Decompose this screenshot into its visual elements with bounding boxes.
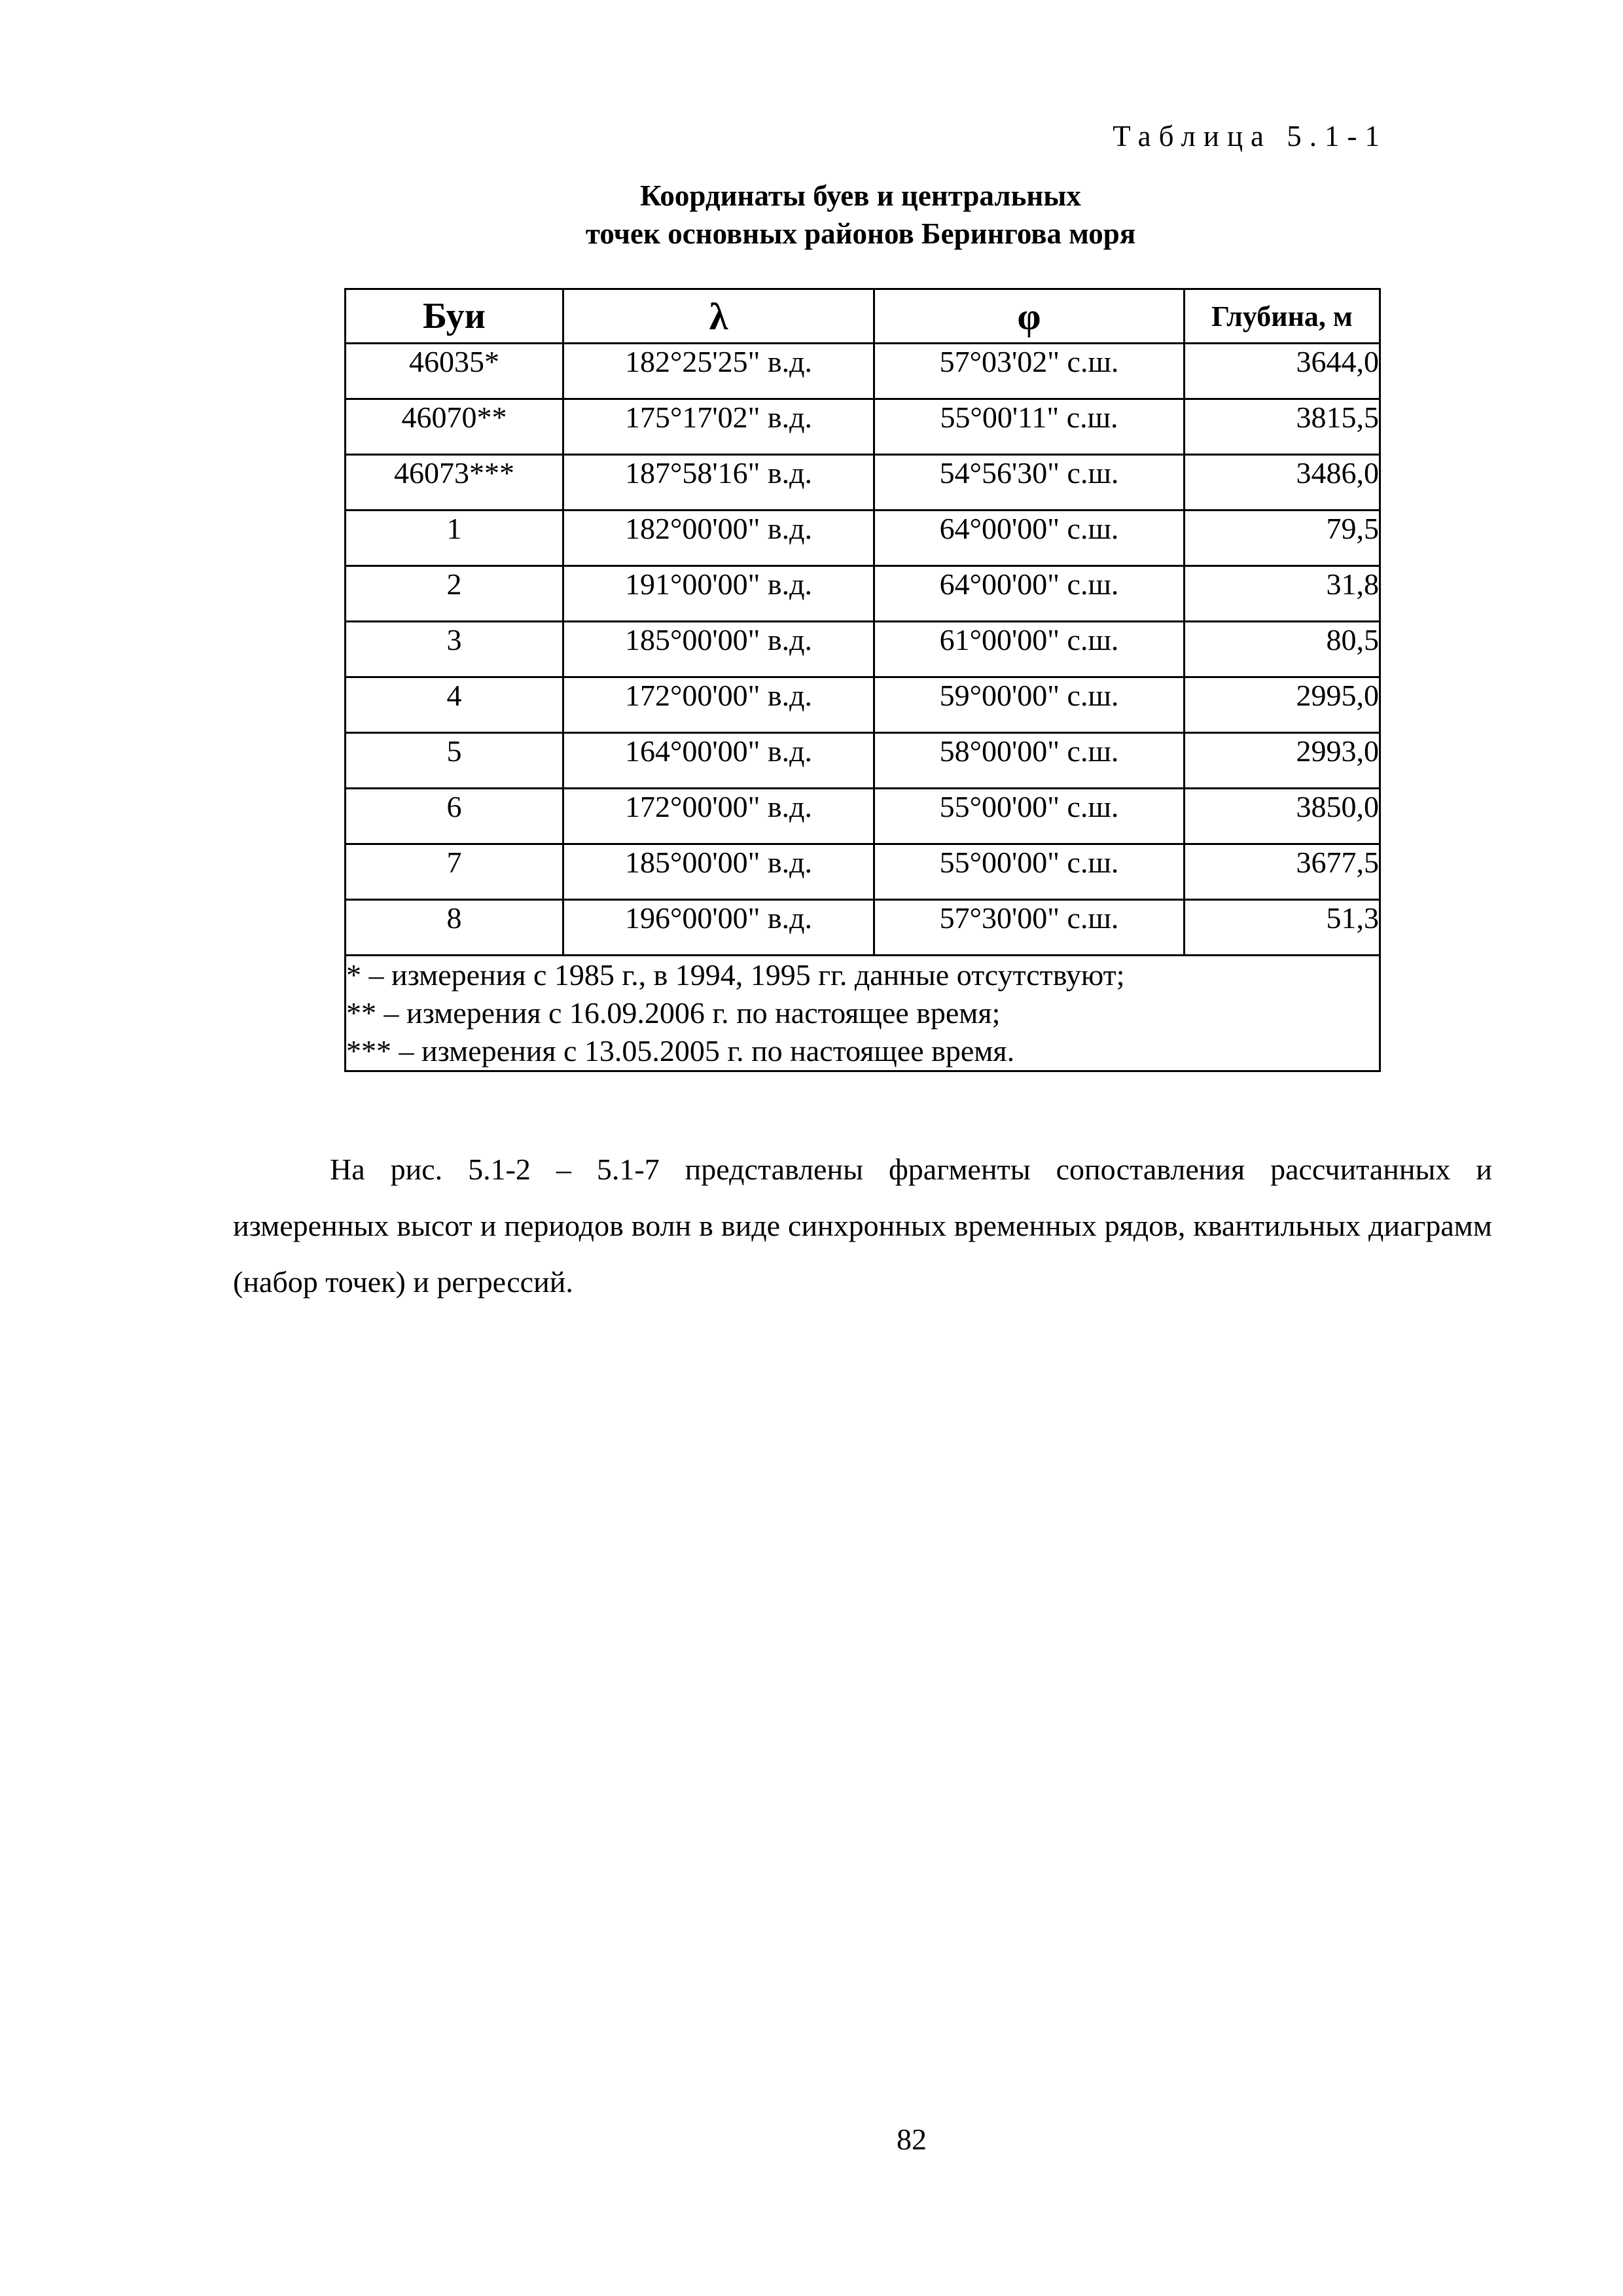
- cell-longitude: 185°00'00" в.д.: [563, 844, 874, 900]
- cell-buoy: 46073***: [346, 455, 563, 511]
- cell-longitude: 182°25'25" в.д.: [563, 344, 874, 399]
- cell-latitude: 58°00'00" с.ш.: [874, 733, 1185, 789]
- page-number: 82: [897, 2123, 927, 2156]
- cell-buoy: 8: [346, 900, 563, 956]
- cell-longitude: 187°58'16" в.д.: [563, 455, 874, 511]
- cell-latitude: 57°30'00" с.ш.: [874, 900, 1185, 956]
- table-row: [346, 622, 1380, 677]
- cell-latitude: 55°00'00" с.ш.: [874, 844, 1185, 900]
- buoy-coordinates-table: [344, 288, 1381, 1072]
- cell-longitude: 164°00'00" в.д.: [563, 733, 874, 789]
- table-row: [346, 511, 1380, 566]
- cell-depth: 3677,5: [1185, 844, 1380, 900]
- cell-depth: 79,5: [1185, 511, 1380, 566]
- cell-latitude: 59°00'00" с.ш.: [874, 677, 1185, 733]
- cell-longitude: 182°00'00" в.д.: [563, 511, 874, 566]
- cell-depth: 3486,0: [1185, 455, 1380, 511]
- table-row: [346, 399, 1380, 455]
- table-title-line-2: точек основных районов Берингова моря: [585, 217, 1136, 250]
- table-notes: [346, 956, 1380, 1071]
- cell-depth: 80,5: [1185, 622, 1380, 677]
- cell-latitude: 64°00'00" с.ш.: [874, 566, 1185, 622]
- table-number-label: Таблица 5.1-1: [1113, 120, 1387, 152]
- cell-buoy: 2: [346, 566, 563, 622]
- note-line: ** – измерения с 16.09.2006 г. по настоящее время;: [346, 996, 1001, 1030]
- header-buoy: Буи: [346, 289, 563, 344]
- cell-buoy: 46035*: [346, 344, 563, 399]
- cell-depth: 2995,0: [1185, 677, 1380, 733]
- body-paragraph: На рис. 5.1-2 – 5.1-7 представлены фрагменты сопоставления рассчитанных и измеренных высот и периодов волн в виде синхронных временных рядов, квантильных диаграмм (набор точек) и регрессий.: [233, 1153, 1492, 1299]
- cell-depth: 51,3: [1185, 900, 1380, 956]
- cell-longitude: 185°00'00" в.д.: [563, 622, 874, 677]
- cell-longitude: 191°00'00" в.д.: [563, 566, 874, 622]
- cell-buoy: 1: [346, 511, 563, 566]
- table-row: [346, 733, 1380, 789]
- table-row: [346, 677, 1380, 733]
- cell-latitude: 61°00'00" с.ш.: [874, 622, 1185, 677]
- cell-latitude: 55°00'00" с.ш.: [874, 789, 1185, 844]
- cell-longitude: 175°17'02" в.д.: [563, 399, 874, 455]
- cell-buoy: 4: [346, 677, 563, 733]
- table-row: [346, 566, 1380, 622]
- cell-depth: 31,8: [1185, 566, 1380, 622]
- table-row: [346, 900, 1380, 956]
- cell-depth: 3850,0: [1185, 789, 1380, 844]
- cell-buoy: 5: [346, 733, 563, 789]
- table-row: [346, 455, 1380, 511]
- cell-buoy: 7: [346, 844, 563, 900]
- cell-depth: 2993,0: [1185, 733, 1380, 789]
- cell-longitude: 172°00'00" в.д.: [563, 677, 874, 733]
- cell-buoy: 3: [346, 622, 563, 677]
- cell-longitude: 172°00'00" в.д.: [563, 789, 874, 844]
- table-title-line-1: Координаты буев и центральных: [640, 179, 1081, 212]
- table-row: [346, 344, 1380, 399]
- header-longitude: λ: [563, 289, 874, 344]
- cell-latitude: 55°00'11" с.ш.: [874, 399, 1185, 455]
- cell-latitude: 57°03'02" с.ш.: [874, 344, 1185, 399]
- table-row: [346, 789, 1380, 844]
- cell-buoy: 6: [346, 789, 563, 844]
- cell-depth: 3644,0: [1185, 344, 1380, 399]
- note-line: * – измерения с 1985 г., в 1994, 1995 гг. данные отсутствуют;: [346, 958, 1125, 992]
- note-line: *** – измерения с 13.05.2005 г. по настоящее время.: [346, 1034, 1015, 1067]
- cell-buoy: 46070**: [346, 399, 563, 455]
- table-header-row: [346, 289, 1380, 344]
- table-notes-row: [346, 956, 1380, 1071]
- header-latitude: φ: [874, 289, 1185, 344]
- cell-depth: 3815,5: [1185, 399, 1380, 455]
- cell-latitude: 64°00'00" с.ш.: [874, 511, 1185, 566]
- cell-longitude: 196°00'00" в.д.: [563, 900, 874, 956]
- table-row: [346, 844, 1380, 900]
- header-depth: Глубина, м: [1185, 289, 1380, 344]
- cell-latitude: 54°56'30" с.ш.: [874, 455, 1185, 511]
